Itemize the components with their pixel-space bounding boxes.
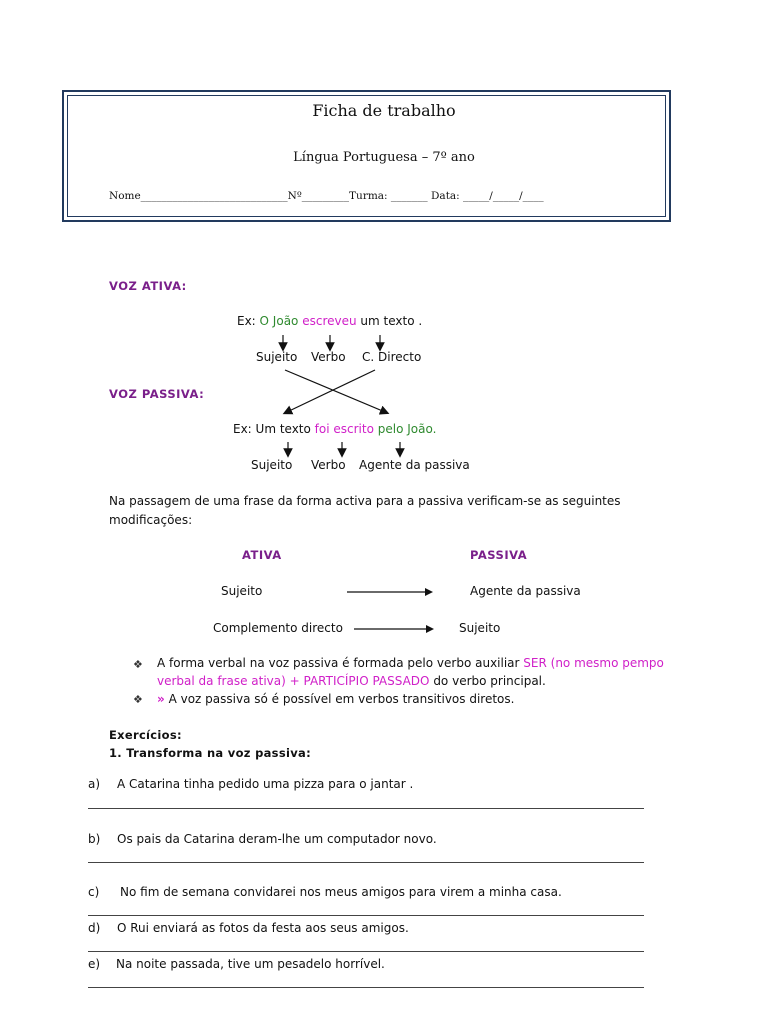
rule-2 [157, 692, 514, 706]
intro-line-2: modificações: [109, 513, 193, 527]
rule-1-line-1 [157, 656, 664, 670]
voz-passiva-heading: VOZ PASSIVA: [109, 387, 205, 401]
example-prefix: Ex: [237, 314, 260, 328]
answer-line-a[interactable] [88, 808, 644, 809]
intro-line-1: Na passagem de uma frase da forma activa para a passiva verificam-se as seguintes [109, 494, 621, 508]
exercise-letter-b: b) [88, 832, 101, 846]
example-object: um texto . [356, 314, 423, 328]
active-label-sujeito: Sujeito [256, 350, 298, 364]
col-ativa-heading: ATIVA [242, 548, 282, 562]
student-fields: Nome____________________________Nº_________Turma: _______ Data: _____/_____/____ [109, 190, 544, 202]
exercise-letter-e: e) [88, 957, 101, 971]
exercise-text-a: A Catarina tinha pedido uma pizza para o jantar . [117, 777, 414, 791]
example-verb: escreveu [302, 314, 357, 328]
exercise-text-d: O Rui enviará as fotos da festa aos seus amigos. [117, 921, 409, 935]
voz-passiva-example [233, 422, 436, 436]
row2-arrow [352, 622, 438, 636]
row1-arrow [345, 585, 435, 599]
row2-to: Sujeito [459, 621, 501, 635]
active-label-cdirecto: C. Directo [362, 350, 422, 364]
rule-1-a: A forma verbal na voz passiva é formada pelo verbo auxiliar [157, 656, 524, 670]
voz-ativa-heading: VOZ ATIVA: [109, 279, 187, 293]
exercises-task: 1. Transforma na voz passiva: [109, 746, 311, 760]
passive-example-prefix: Ex: Um texto [233, 422, 315, 436]
passive-example-agent: pelo João. [373, 422, 437, 436]
answer-line-b[interactable] [88, 862, 644, 863]
worksheet-subtitle: Língua Portuguesa – 7º ano [293, 150, 475, 165]
exercise-letter-c: c) [88, 885, 100, 899]
diamond-bullet-icon: ❖ [133, 693, 143, 706]
answer-line-d[interactable] [88, 951, 644, 952]
passive-label-sujeito: Sujeito [251, 458, 293, 472]
exercise-text-e: Na noite passada, tive um pesadelo horrível. [116, 957, 385, 971]
passive-label-agente: Agente da passiva [359, 458, 470, 472]
exercise-text-b: Os pais da Catarina deram-lhe um computador novo. [117, 832, 437, 846]
voz-ativa-example [237, 314, 422, 328]
example-subject: O João [259, 314, 299, 328]
row2-from: Complemento directo [213, 621, 343, 635]
exercise-letter-a: a) [88, 777, 101, 791]
diamond-bullet-icon: ❖ [133, 658, 143, 671]
answer-line-e[interactable] [88, 987, 644, 988]
exercises-heading: Exercícios: [109, 728, 182, 742]
rule-1-line-2 [157, 674, 546, 688]
passive-example-verb: foi escrito [314, 422, 374, 436]
answer-line-c[interactable] [88, 915, 644, 916]
worksheet-title: Ficha de trabalho [312, 101, 456, 120]
rule-1-d: do verbo principal. [429, 674, 546, 688]
rule-2-mark: » [157, 692, 165, 706]
row1-from: Sujeito [221, 584, 263, 598]
rule-1-c: verbal da frase ativa) + PARTICÍPIO PASSADO [157, 674, 430, 688]
active-label-verbo: Verbo [311, 350, 346, 364]
passive-label-verbo: Verbo [311, 458, 346, 472]
exercise-text-c: No fim de semana convidarei nos meus amigos para virem a minha casa. [120, 885, 562, 899]
rule-2-text: A voz passiva só é possível em verbos transitivos diretos. [164, 692, 515, 706]
col-passiva-heading: PASSIVA [470, 548, 528, 562]
rule-1-b: SER (no mesmo pempo [523, 656, 664, 670]
exercise-letter-d: d) [88, 921, 101, 935]
row1-to: Agente da passiva [470, 584, 581, 598]
